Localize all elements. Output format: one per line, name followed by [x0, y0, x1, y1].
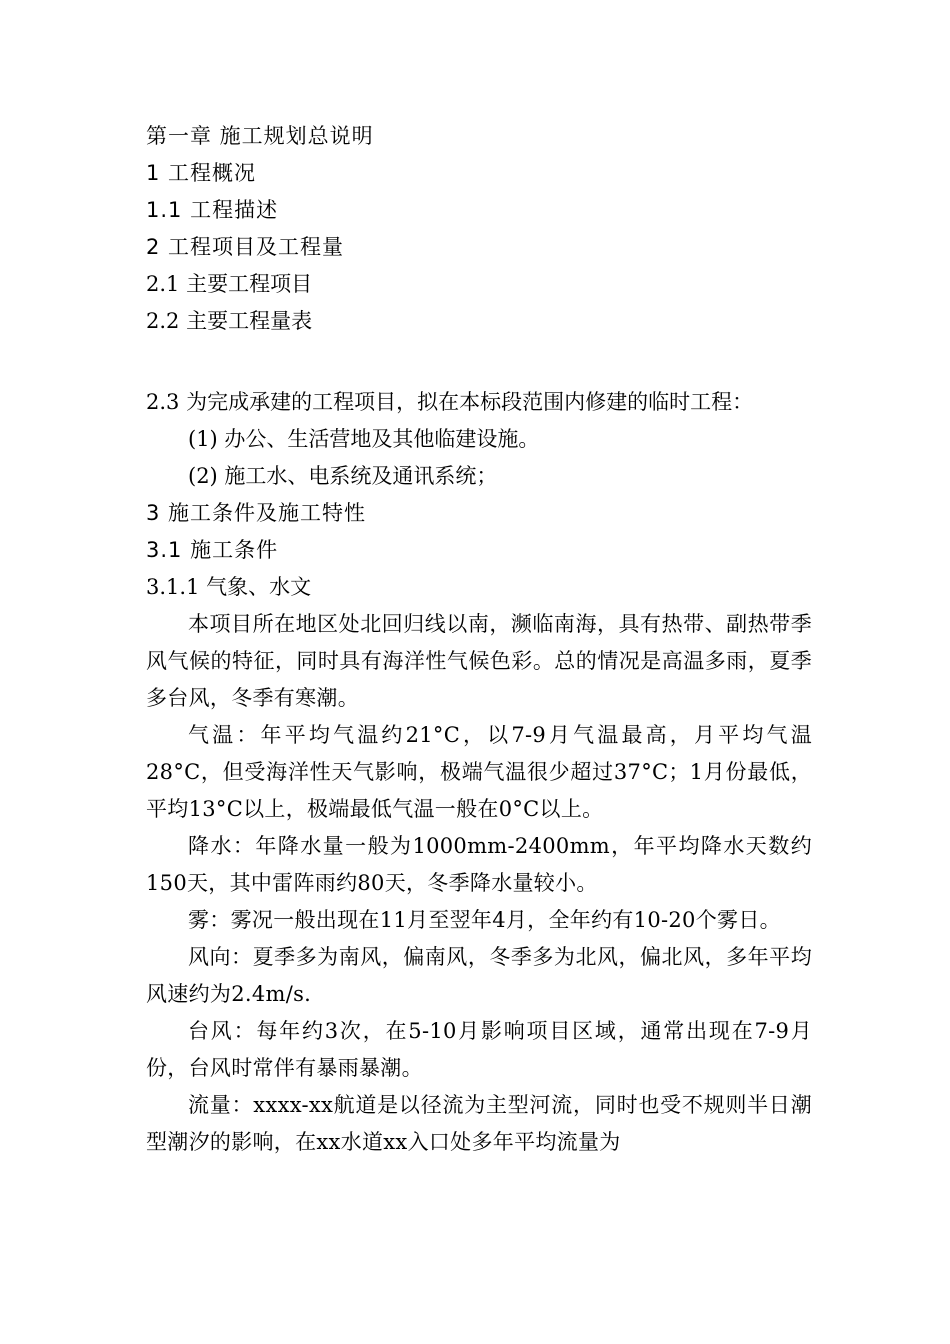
paragraph-fog: 雾：雾况一般出现在11月至翌年4月，全年约有10-20个雾日。 — [188, 908, 781, 932]
paragraph-climate-overview: 本项目所在地区处北回归线以南，濒临南海，具有热带、副热带季风气候的特征，同时具有海洋性气候色彩。总的情况是高温多雨，夏季多台风，冬季有寒潮。 — [146, 612, 812, 710]
section-heading-2-2: 2.2 主要工程量表 — [146, 309, 313, 333]
blank-space — [146, 340, 812, 384]
section-heading-3-1-1: 3.1.1 气象、水文 — [146, 575, 312, 599]
paragraph-precipitation: 降水：年降水量一般为1000mm-2400mm，年平均降水天数约150天，其中雷阵雨约80天，冬季降水量较小。 — [146, 834, 812, 895]
list-item: (2) 施工水、电系统及通讯系统； — [188, 464, 498, 488]
list-item: (1) 办公、生活营地及其他临建设施。 — [188, 427, 540, 451]
section-heading-2-3: 2.3 为完成承建的工程项目，拟在本标段范围内修建的临时工程： — [146, 390, 754, 414]
paragraph-flow: 流量：xxxx-xx航道是以径流为主型河流，同时也受不规则半日潮型潮汐的影响，在xx水道xx入口处多年平均流量为 — [146, 1093, 812, 1154]
paragraph-typhoon: 台风：每年约3次，在5-10月影响项目区域，通常出现在7-9月份，台风时常伴有暴雨暴潮。 — [146, 1019, 812, 1080]
section-heading-1: 1 工程概况 — [146, 161, 257, 185]
section-heading-3-1: 3.1 施工条件 — [146, 538, 279, 562]
chapter-title: 第一章 施工规划总说明 — [146, 124, 374, 148]
section-heading-2-1: 2.1 主要工程项目 — [146, 272, 313, 296]
document-page — [146, 118, 812, 1161]
section-heading-1-1: 1.1 工程描述 — [146, 198, 279, 222]
section-heading-3: 3 施工条件及施工特性 — [146, 501, 367, 525]
section-heading-2: 2 工程项目及工程量 — [146, 235, 345, 259]
paragraph-wind: 风向：夏季多为南风，偏南风，冬季多为北风，偏北风，多年平均风速约为2.4m/s. — [146, 945, 812, 1006]
paragraph-temperature: 气温：年平均气温约21°C，以7-9月气温最高，月平均气温28°C，但受海洋性天气影响，极端气温很少超过37°C；1月份最低，平均13°C以上，极端最低气温一般在0°C以上。 — [146, 723, 812, 821]
